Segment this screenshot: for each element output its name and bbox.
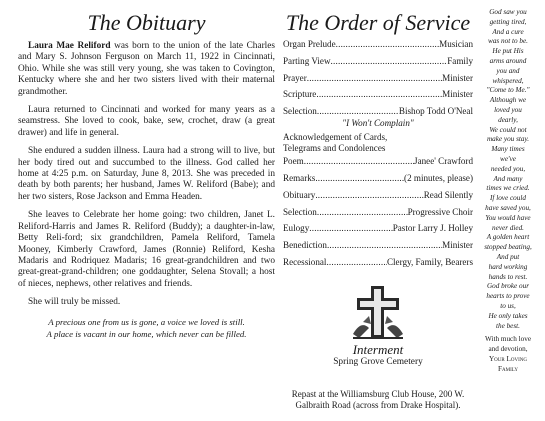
service-item — [283, 240, 473, 257]
obituary-paragraph-5: She will truly be missed. — [28, 297, 121, 308]
memorial-quote-line-1: A precious one from us is gone, a voice we loved is still. — [48, 316, 245, 327]
service-item-participant: Minister — [442, 240, 473, 251]
poem-section — [477, 8, 539, 374]
poem-line: times we cried. — [486, 184, 530, 193]
service-item-label: Obituary — [283, 189, 316, 200]
poem-line: And put — [496, 252, 520, 261]
service-program — [283, 39, 473, 274]
service-item — [283, 73, 473, 90]
service-item-participant: Clergy, Family, Bearers — [386, 256, 473, 267]
poem-line: And many — [493, 174, 523, 183]
service-item — [283, 257, 473, 274]
poem-line: whispered, — [492, 76, 524, 85]
obituary-paragraph-1-text: was born to the union of the late Charles and Mary S. Johnson Ferguson on March 11, 1922 in Cincinnati, Ohio. While she was still very young, she was taken to Covington, Kentucky where she and her two sisters lived with their maternal grandmother. — [18, 41, 275, 97]
poem-line: getting tired, — [489, 17, 527, 26]
leader-dots — [336, 39, 440, 49]
poem-line: loved you — [494, 105, 522, 114]
service-item-participant: Minister — [442, 72, 473, 83]
poem-signature-line-1: With much love — [484, 335, 532, 344]
poem-line: hard working — [488, 262, 528, 271]
service-item-label: Eulogy — [283, 223, 310, 234]
leader-dots — [316, 89, 442, 99]
poem-line: He only takes — [488, 311, 528, 320]
service-item-label: Scripture — [283, 89, 317, 100]
poem-line: You would have — [485, 213, 531, 222]
poem-line: And a cure — [492, 27, 524, 36]
poem-line: We could not — [489, 125, 527, 134]
poem-line: Many times — [491, 145, 525, 154]
obituary-body — [18, 41, 275, 309]
leader-dots — [307, 73, 442, 83]
poem-lines — [477, 8, 539, 331]
poem-line: Although we — [489, 96, 527, 105]
service-item — [283, 89, 473, 106]
service-item — [283, 207, 473, 224]
service-item-participant: Bishop Todd O'Neal — [398, 106, 473, 117]
service-item — [283, 56, 473, 73]
service-item-label: Recessional — [283, 256, 327, 267]
poem-signature-line-2: and devotion, — [488, 345, 528, 354]
service-item-participant: Family — [447, 55, 473, 66]
service-item-label: Prayer — [283, 72, 307, 83]
memorial-quote-line-2: A place is vacant in our home, which never can be filled. — [46, 328, 247, 339]
service-item-label: Organ Prelude — [283, 39, 336, 49]
poem-line: He put His — [492, 47, 524, 56]
poem-line: never died. — [492, 223, 524, 232]
poem-line: you and — [496, 66, 520, 75]
poem-line: the best. — [496, 321, 520, 330]
poem-line: we've — [500, 154, 516, 163]
order-of-service-section — [283, 0, 473, 411]
poem-line: was not to be. — [488, 37, 528, 46]
poem-signature-line-3: Your Loving — [488, 354, 528, 363]
cemetery-name: Spring Grove Cemetery — [333, 356, 423, 367]
service-item-label: Selection — [283, 106, 317, 117]
poem-line: arms around — [489, 56, 527, 65]
poem-line: hearts to prove — [486, 292, 530, 301]
obituary-title: The Obituary — [87, 10, 206, 35]
acknowledgement-line-1: Acknowledgement of Cards, — [283, 132, 388, 143]
leader-dots — [315, 173, 404, 183]
service-item — [283, 39, 473, 56]
leader-dots — [327, 240, 442, 250]
interment-title: Interment — [352, 341, 404, 357]
service-item-label: Parting View — [283, 55, 331, 66]
deceased-name: Laura Mae Reliford — [28, 41, 111, 51]
leader-dots — [309, 223, 392, 233]
service-item-label: Selection — [283, 206, 317, 217]
service-item — [283, 156, 473, 173]
repast-info — [283, 389, 473, 411]
obituary-paragraph-3: She endured a sudden illness. Laura had a strong will to live, but her body tired out and succumbed to the illness. God called her home at 4:25 p.m. on Saturday, June 8, 2013. She was preceded in death by both parents; her husband, James W. Reliford (Babe); and her two sisters, Rose Jackson and Emma Headen. — [18, 146, 275, 202]
obituary-paragraph-4: She leaves to Celebrate her home going: two children, Janet L. Reliford-Harris and James R. Reliford (Buddy); a daughter-in-law, Betty Reli-ford; six grandchildren, Pamela Reliford, Tamela Mooney, Kimberly Crawford, James (Ronnie) Reliford, Kesha Madaris and Rodriquez Madaris; 16 great-grandchildren and two great-great-grand-children; one goddaughter, Selena Stovall; a host of nieces, nephews, other relatives and friends. — [18, 210, 275, 289]
poem-line: needed you, — [490, 164, 526, 173]
poem-line: God saw you — [489, 8, 527, 16]
poem-line: have saved you, — [485, 203, 531, 212]
service-item — [283, 190, 473, 207]
poem-line: God broke our — [486, 282, 530, 291]
cross-with-lilies-icon — [351, 284, 405, 340]
poem-line: to us, — [500, 301, 516, 310]
poem-line: make you stay. — [486, 135, 530, 144]
leader-dots — [304, 156, 414, 166]
repast-line-2: Galbraith Road (across from Drake Hospital). — [295, 399, 461, 410]
service-item-label: Poem — [283, 156, 304, 167]
service-item — [283, 223, 473, 240]
service-item-participant: Minister — [442, 89, 473, 100]
leader-dots — [317, 207, 408, 217]
obituary-paragraph-1 — [18, 41, 275, 98]
obituary-paragraph-2: Laura returned to Cincinnati and worked for many years as a seamstress. She loved to cook, bake, sew, crochet, draw (a great drawer) and life in general. — [18, 105, 275, 138]
leader-dots — [315, 190, 423, 200]
obituary-section — [18, 0, 275, 340]
poem-line: dearly, — [498, 115, 518, 124]
service-item-participant: Progressive Choir — [407, 206, 473, 217]
memorial-quote — [18, 316, 275, 340]
order-of-service-title: The Order of Service — [285, 10, 471, 35]
service-item-participant: Janee' Crawford — [414, 156, 473, 167]
selection-song-title: "I Won't Complain" — [342, 118, 414, 129]
leader-dots — [326, 257, 387, 267]
acknowledgement-item — [283, 132, 473, 154]
leader-dots — [331, 56, 448, 66]
poem-line: A golden heart — [486, 233, 530, 242]
service-item-participant: Pastor Larry J. Holley — [392, 223, 473, 234]
poem-line: "Come to Me." — [486, 86, 530, 95]
poem-line: stopped beating, — [484, 243, 532, 252]
service-item — [283, 106, 473, 117]
poem-line: If love could — [490, 194, 526, 203]
service-item-label: Remarks — [283, 172, 316, 183]
service-item-participant: Read Silently — [423, 189, 473, 200]
repast-line-1: Repast at the Williamsburg Club House, 200 W. — [291, 388, 465, 399]
service-item — [283, 173, 473, 190]
acknowledgement-line-2: Telegrams and Condolences — [283, 143, 386, 154]
service-item-participant: Musician — [439, 39, 473, 49]
leader-dots — [317, 106, 399, 116]
service-item-label: Benediction — [283, 240, 327, 251]
service-item-participant: (2 minutes, please) — [404, 172, 473, 183]
poem-signature-line-4: Family — [498, 364, 518, 373]
poem-line: hands to rest. — [488, 272, 528, 281]
